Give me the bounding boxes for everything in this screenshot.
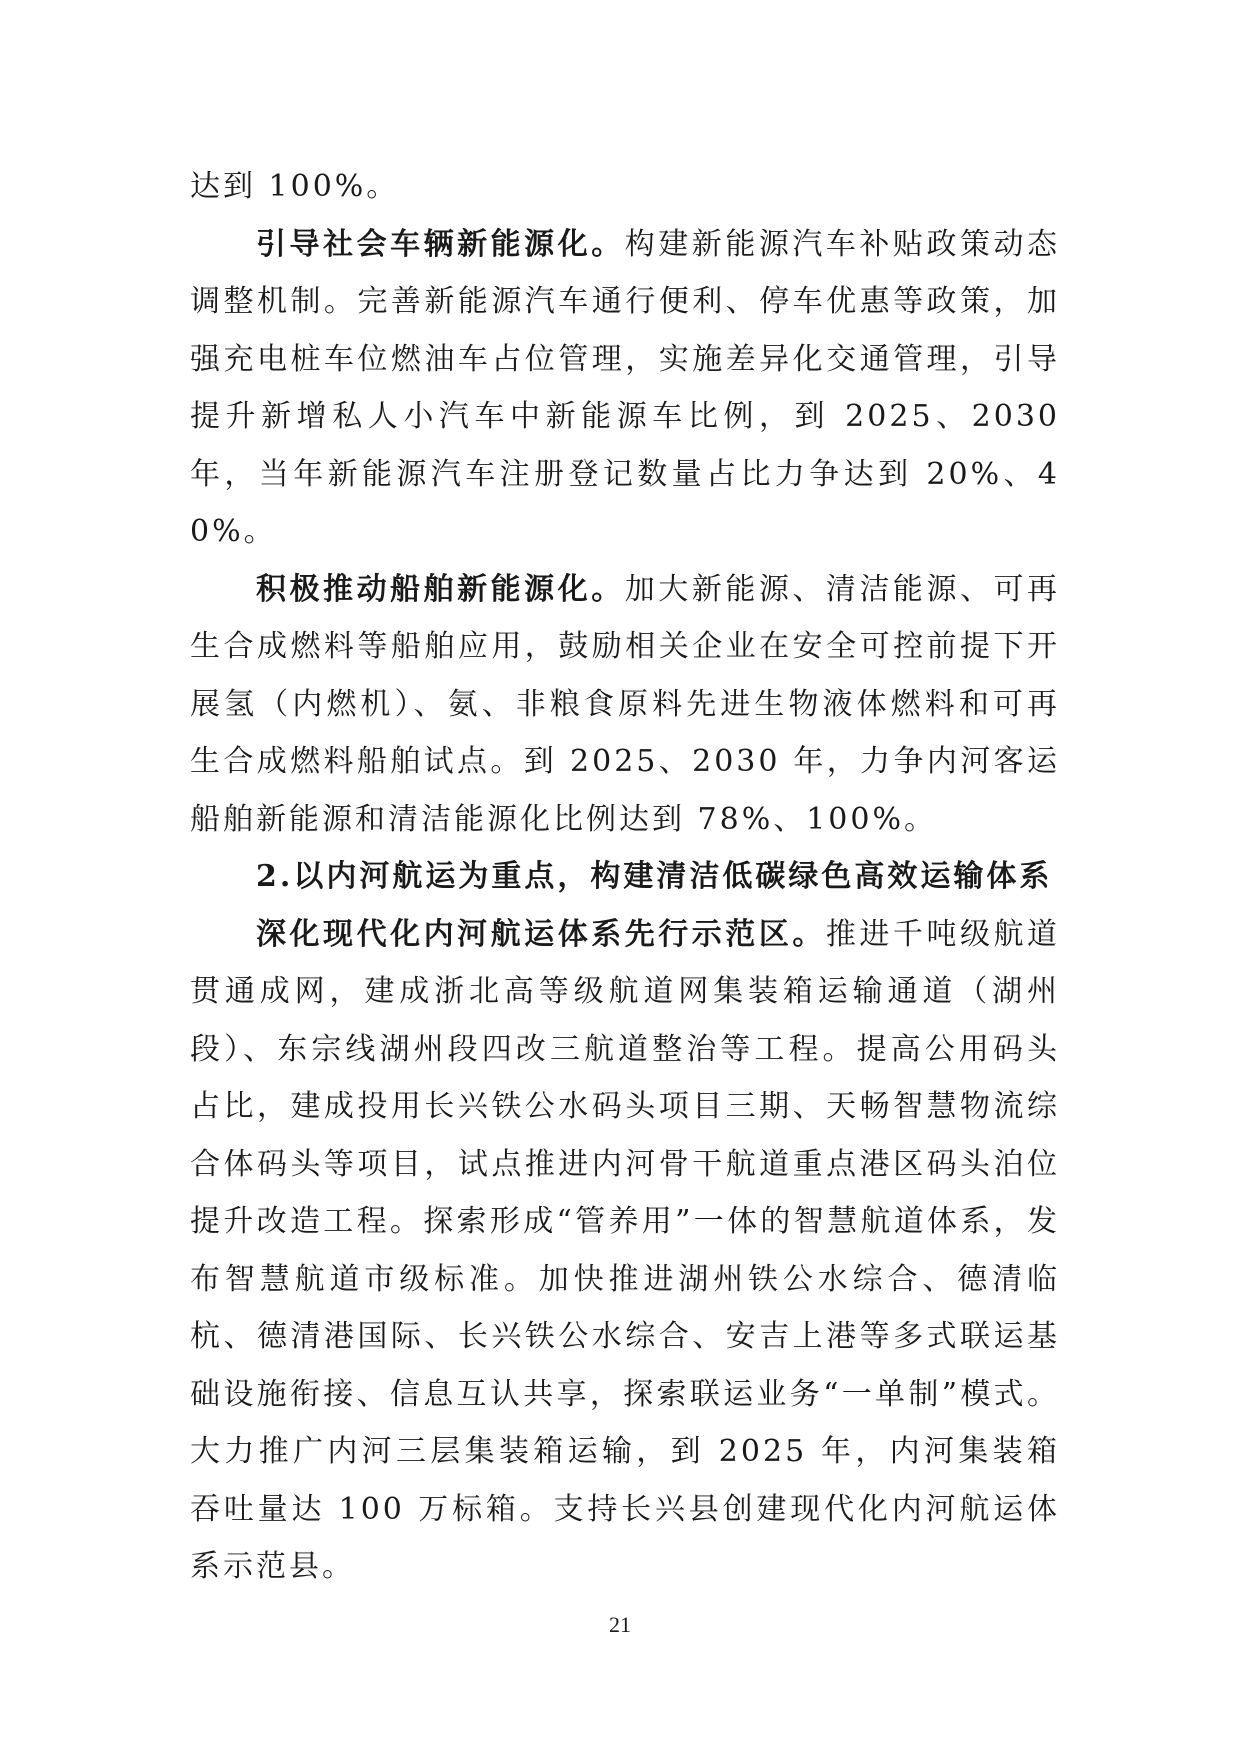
paragraph-text: 推进千吨级航道贯通成网，建成浙北高等级航道网集装箱运输通道（湖州段）、东宗线湖州段四改三航道整治等工程。提高公用码头占比，建成投用长兴铁公水码头项目三期、天畅智慧物流综合体码头等项目，试点推进内河骨干航道重点港区码头泊位提升改造工程。探索形成“管养用”一体的智慧航道体系，发布智慧航道市级标准。加快推进湖州铁公水综合、德清临杭、德清港国际、长兴铁公水综合、安吉上港等多式联运基础设施衔接、信息互认共享，探索联运业务“一单制”模式。大力推广内河三层集装箱运输，到 2025 年，内河集装箱吞吐量达 100 万标箱。支持长兴县创建现代化内河航运体系示范县。 xyxy=(190,916,1061,1584)
paragraph-lead-title: 深化现代化内河航运体系先行示范区。 xyxy=(256,916,826,952)
paragraph-continuation xyxy=(190,158,1060,216)
paragraph-inland-waterway xyxy=(190,906,1060,1596)
paragraph-text: 达到 100%。 xyxy=(190,169,400,204)
paragraph-lead-title: 引导社会车辆新能源化。 xyxy=(256,226,625,262)
paragraph-lead-title: 积极推动船舶新能源化。 xyxy=(256,571,625,607)
paragraph-new-energy-ships xyxy=(190,561,1060,849)
paragraph-new-energy-vehicles xyxy=(190,216,1060,561)
section-heading: 2.以内河航运为重点，构建清洁低碳绿色高效运输体系 xyxy=(256,859,1053,894)
paragraph-text: 构建新能源汽车补贴政策动态调整机制。完善新能源汽车通行便利、停车优惠等政策，加强充电桩车位燃油车占位管理，实施差异化交通管理，引导提升新增私人小汽车中新能源车比例，到 2025、2030 年，当年新能源汽车注册登记数量占比力争达到 20%、40%。 xyxy=(190,226,1061,549)
page-body xyxy=(190,158,1060,1596)
page-number: 21 xyxy=(609,1612,631,1637)
paragraph-text: 加大新能源、清洁能源、可再生合成燃料等船舶应用，鼓励相关企业在安全可控前提下开展氢（内燃机）、氨、非粮食原料先进生物液体燃料和可再生合成燃料船舶试点。到 2025、2030 年，力争内河客运船舶新能源和清洁能源化比例达到 78%、100%。 xyxy=(190,571,1061,837)
